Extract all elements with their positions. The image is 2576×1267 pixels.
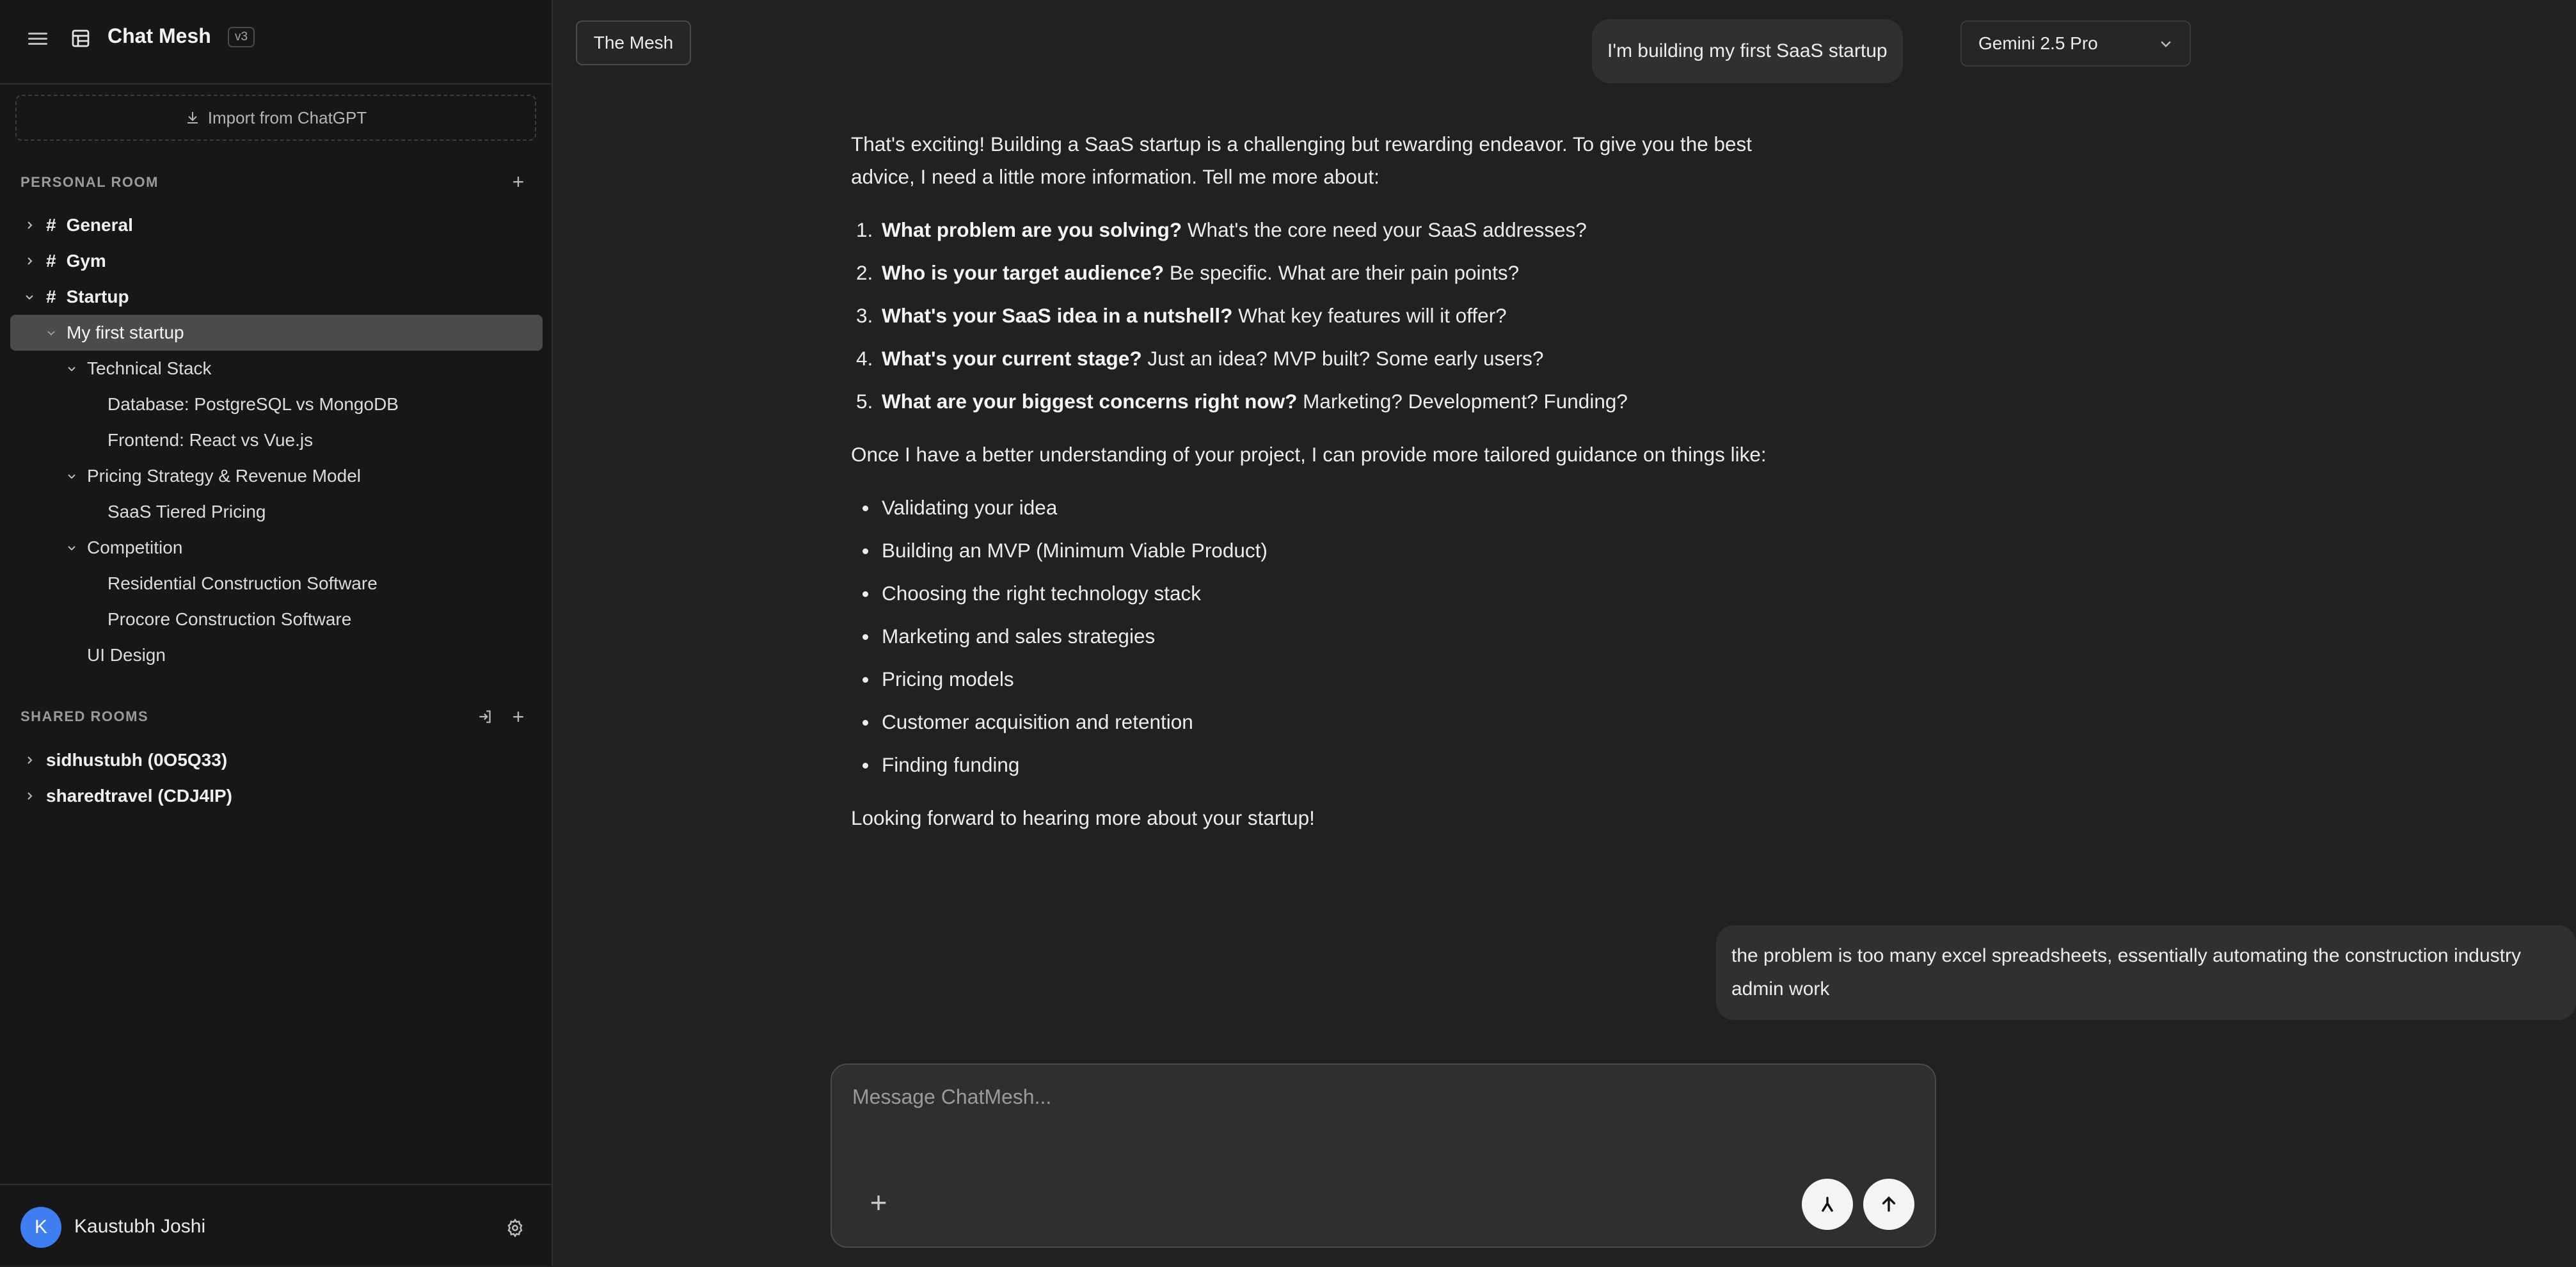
topic-text: Marketing and sales strategies <box>882 625 1156 648</box>
menu-icon[interactable] <box>28 29 47 49</box>
question-item: 1. What problem are you solving? What's the core need your SaaS addresses? <box>856 218 1587 241</box>
sidebar-header <box>0 0 552 84</box>
join-room-button[interactable] <box>476 708 494 726</box>
room-name: General <box>66 215 133 235</box>
arrow-up-icon <box>1878 1193 1900 1215</box>
room-startup[interactable] <box>0 279 552 315</box>
sidebar <box>0 0 553 1266</box>
chevron-right-icon <box>24 755 35 765</box>
shared-room-item[interactable] <box>0 742 552 778</box>
topic-text: Pricing models <box>882 667 1014 690</box>
chat-panel <box>553 0 2521 1266</box>
attach-button[interactable]: + <box>870 1186 887 1219</box>
branch-item-label: Procore Construction Software <box>107 609 352 629</box>
question-item: 3. What's your SaaS idea in a nutshell? What key features will it offer? <box>856 304 1507 327</box>
topic-text: Choosing the right technology stack <box>882 582 1202 605</box>
hash-icon: # <box>46 287 56 307</box>
shared-room-name: sidhustubh (0O5Q33) <box>46 750 228 770</box>
question-bold: What's your current stage? <box>882 347 1142 370</box>
personal-room-label: PERSONAL ROOM <box>20 174 159 190</box>
branch-ui-design[interactable] <box>0 637 552 673</box>
chevron-down-icon <box>46 328 56 338</box>
version-badge: v3 <box>228 27 255 47</box>
chevron-down-icon <box>67 543 77 553</box>
assistant-message <box>851 128 1785 834</box>
user-message-2: the problem is too many excel spreadsheets, essentially automating the construction industry admin work <box>1716 925 2576 1020</box>
topic-item <box>851 749 1785 781</box>
download-icon <box>185 110 200 125</box>
question-text: Just an idea? MVP built? Some early users? <box>1141 347 1544 370</box>
hash-icon: # <box>46 215 56 235</box>
import-from-chatgpt-button[interactable] <box>15 95 536 141</box>
branch-label: UI Design <box>87 645 166 665</box>
room-general[interactable] <box>0 207 552 243</box>
topic-item <box>851 534 1785 567</box>
app-title: Chat Mesh <box>107 24 211 47</box>
chevron-down-icon <box>24 292 35 302</box>
branch-item-label: Database: PostgreSQL vs MongoDB <box>107 394 399 414</box>
shared-room-name: sharedtravel (CDJ4IP) <box>46 786 233 806</box>
chat-my-first-startup[interactable] <box>0 315 552 351</box>
question-bold: Who is your target audience? <box>882 261 1165 284</box>
topic-text: Building an MVP (Minimum Viable Product) <box>882 539 1268 562</box>
login-icon <box>477 708 493 725</box>
topic-item <box>851 491 1785 524</box>
branch-item-label: SaaS Tiered Pricing <box>107 502 266 522</box>
shared-rooms-label: SHARED ROOMS <box>20 708 149 724</box>
gear-icon[interactable] <box>505 1218 525 1238</box>
avatar[interactable]: K <box>20 1207 61 1248</box>
hash-icon: # <box>46 251 56 271</box>
question-item: 4. What's your current stage? Just an idea? MVP built? Some early users? <box>856 347 1544 370</box>
message-input[interactable] <box>851 1084 1916 1163</box>
branch-label: Competition <box>87 538 183 557</box>
model-selector[interactable] <box>1960 20 2191 67</box>
topic-text: Finding funding <box>882 753 1020 776</box>
chevron-right-icon <box>24 256 35 266</box>
personal-room-tree <box>0 207 552 673</box>
question-text: What's the core need your SaaS addresses? <box>1182 218 1587 241</box>
question-text: Be specific. What are their pain points? <box>1164 261 1520 284</box>
chevron-right-icon <box>24 791 35 801</box>
branch-icon <box>1817 1193 1838 1215</box>
the-mesh-button[interactable]: The Mesh <box>576 20 691 65</box>
branch-label: Technical Stack <box>87 358 212 378</box>
branch-technical-stack[interactable] <box>0 351 552 386</box>
branch-item[interactable] <box>0 602 552 637</box>
chat-title: My first startup <box>67 323 184 342</box>
room-gym[interactable] <box>0 243 552 279</box>
room-name: Gym <box>66 251 106 271</box>
question-text: Marketing? Development? Funding? <box>1297 390 1628 413</box>
branch-item-label: Frontend: React vs Vue.js <box>107 430 314 450</box>
topic-item <box>851 706 1785 738</box>
send-button[interactable] <box>1863 1179 1914 1230</box>
topic-text: Customer acquisition and retention <box>882 710 1193 733</box>
branch-item[interactable] <box>0 386 552 422</box>
question-item: 2. Who is your target audience? Be specific. What are their pain points? <box>856 261 1520 284</box>
branch-competition[interactable] <box>0 530 552 566</box>
chevron-down-icon <box>2159 36 2173 51</box>
model-name: Gemini 2.5 Pro <box>1978 33 2098 53</box>
add-personal-room-button[interactable]: + <box>512 170 525 193</box>
topic-text: Validating your idea <box>882 496 1058 519</box>
branch-button[interactable] <box>1802 1179 1853 1230</box>
branch-item[interactable] <box>0 494 552 530</box>
branch-item[interactable] <box>0 422 552 458</box>
question-bold: What problem are you solving? <box>882 218 1182 241</box>
question-bold: What are your biggest concerns right now? <box>882 390 1298 413</box>
question-text: What key features will it offer? <box>1232 304 1507 327</box>
message-composer <box>831 1064 1936 1248</box>
shared-rooms-list <box>0 742 552 814</box>
question-bold: What's your SaaS idea in a nutshell? <box>882 304 1233 327</box>
topic-item <box>851 620 1785 653</box>
branch-pricing-strategy[interactable] <box>0 458 552 494</box>
topic-item <box>851 663 1785 696</box>
branch-item-label: Residential Construction Software <box>107 573 378 593</box>
user-footer <box>0 1184 552 1267</box>
user-name: Kaustubh Joshi <box>74 1216 206 1237</box>
assistant-middle: Once I have a better understanding of your project, I can provide more tailored guidance on things like: <box>851 443 1767 466</box>
user-message-1: I'm building my first SaaS startup <box>1592 19 1903 83</box>
question-item: 5. What are your biggest concerns right now? Marketing? Development? Funding? <box>856 390 1628 413</box>
room-name: Startup <box>66 287 129 307</box>
chat-mesh-logo-icon <box>70 28 91 49</box>
topic-item <box>851 577 1785 610</box>
chevron-right-icon <box>24 220 35 230</box>
chevron-down-icon <box>67 471 77 481</box>
assistant-closing: Looking forward to hearing more about your startup! <box>851 806 1315 829</box>
branch-item[interactable] <box>0 566 552 602</box>
branch-label: Pricing Strategy & Revenue Model <box>87 466 361 486</box>
assistant-intro: That's exciting! Building a SaaS startup is a challenging but rewarding endeavor. To give you the best advice, I need a little more information. Tell me more about: <box>851 132 1753 188</box>
add-shared-room-button[interactable]: + <box>512 705 525 728</box>
shared-room-item[interactable] <box>0 778 552 814</box>
chevron-down-icon <box>67 363 77 374</box>
import-label: Import from ChatGPT <box>207 108 367 127</box>
